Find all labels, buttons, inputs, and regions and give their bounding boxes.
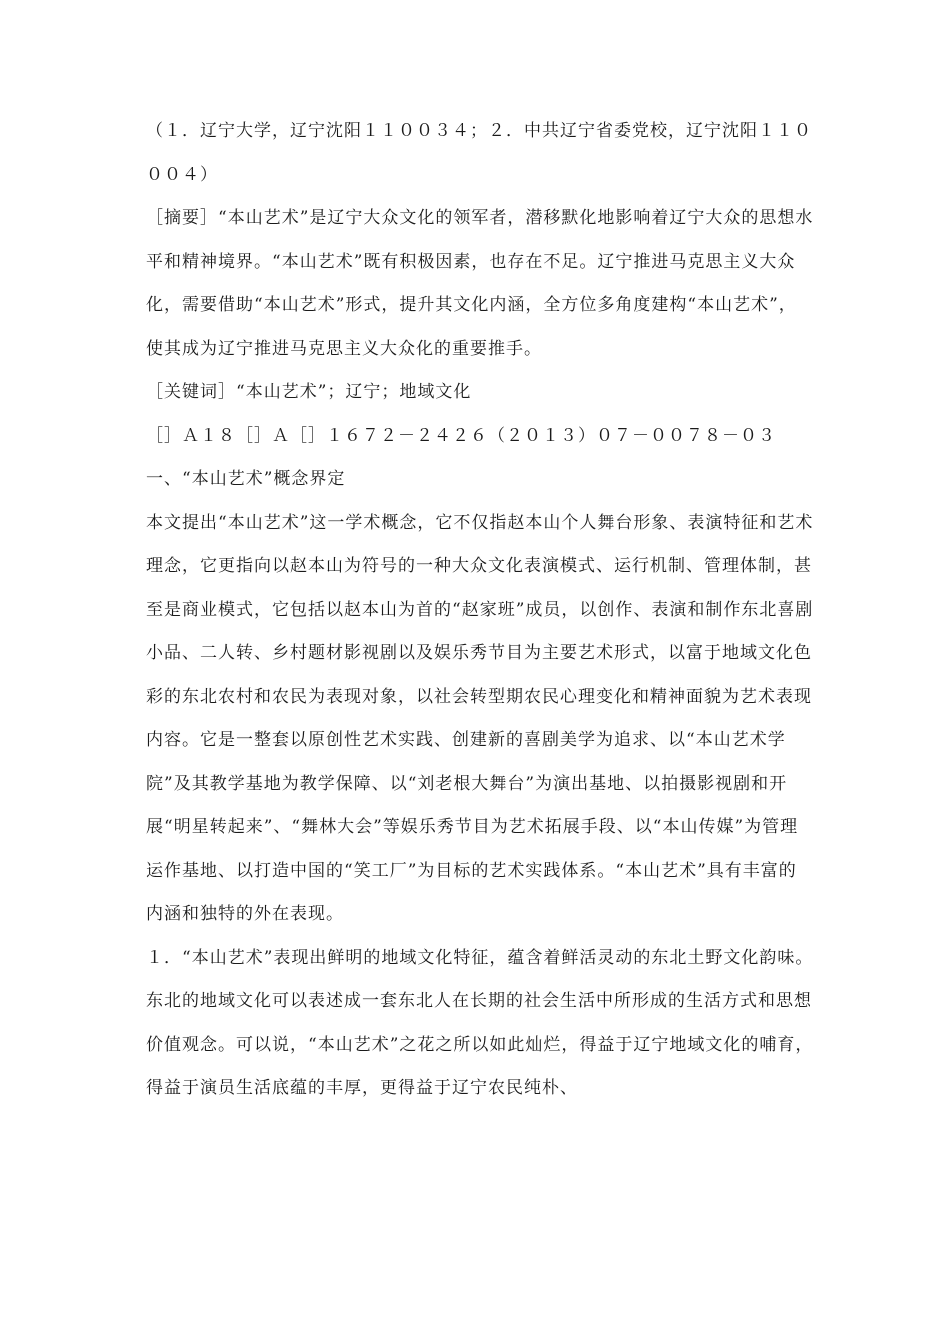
body-paragraph: １．“本山艺术”表现出鲜明的地域文化特征，蕴含着鲜活灵动的东北土野文化韵味。东北的地域文化可以表述成一套东北人在长期的社会生活中所形成的生活方式和思想价值观念。可以说，“本山艺术”之花之所以如此灿烂，得益于辽宁地域文化的哺育，得益于演员生活底蕴的丰厚，更得益于辽宁农民纯朴、 — [146, 947, 814, 1098]
classification-codes: ［］Ａ１８［］Ａ［］１６７２－２４２６（２０１３）０７－００７８－０３ — [146, 425, 776, 446]
author-affiliation: （１．辽宁大学，辽宁沈阳１１００３４；２．中共辽宁省委党校，辽宁沈阳１１０００４） — [146, 121, 812, 185]
keywords: ［关键词］“本山艺术”；辽宁；地域文化 — [146, 382, 472, 402]
body-paragraph: 本文提出“本山艺术”这一学术概念，它不仅指赵本山个人舞台形象、表演特征和艺术理念，它更指向以赵本山为符号的一种大众文化表演模式、运行机制、管理体制，甚至是商业模式，它包括以赵本山为首的“赵家班”成员，以创作、表演和制作东北喜剧小品、二人转、乡村题材影视剧以及娱乐秀节目为主要艺术形式，以富于地域文化色彩的东北农村和农民为表现对象，以社会转型期农民心理变化和精神面貌为艺术表现内容。它是一整套以原创性艺术实践、创建新的喜剧美学为追求、以“本山艺术学院”及其教学基地为教学保障、以“刘老根大舞台”为演出基地、以拍摄影视剧和开展“明星转起来”、“舞林大会”等娱乐秀节目为艺术拓展手段、以“本山传媒”为管理运作基地、以打造中国的“笑工厂”为目标的艺术实践体系。“本山艺术”具有丰富的内涵和独特的外在表现。 — [146, 512, 814, 924]
section-heading: 一、“本山艺术”概念界定 — [146, 469, 346, 489]
abstract: ［摘要］“本山艺术”是辽宁大众文化的领军者，潜移默化地影响着辽宁大众的思想水平和精神境界。“本山艺术”既有积极因素，也存在不足。辽宁推进马克思主义大众化，需要借助“本山艺术”形式，提升其文化内涵，全方位多角度建构“本山艺术”，使其成为辽宁推进马克思主义大众化的重要推手。 — [146, 208, 814, 359]
document-body — [146, 110, 814, 1111]
